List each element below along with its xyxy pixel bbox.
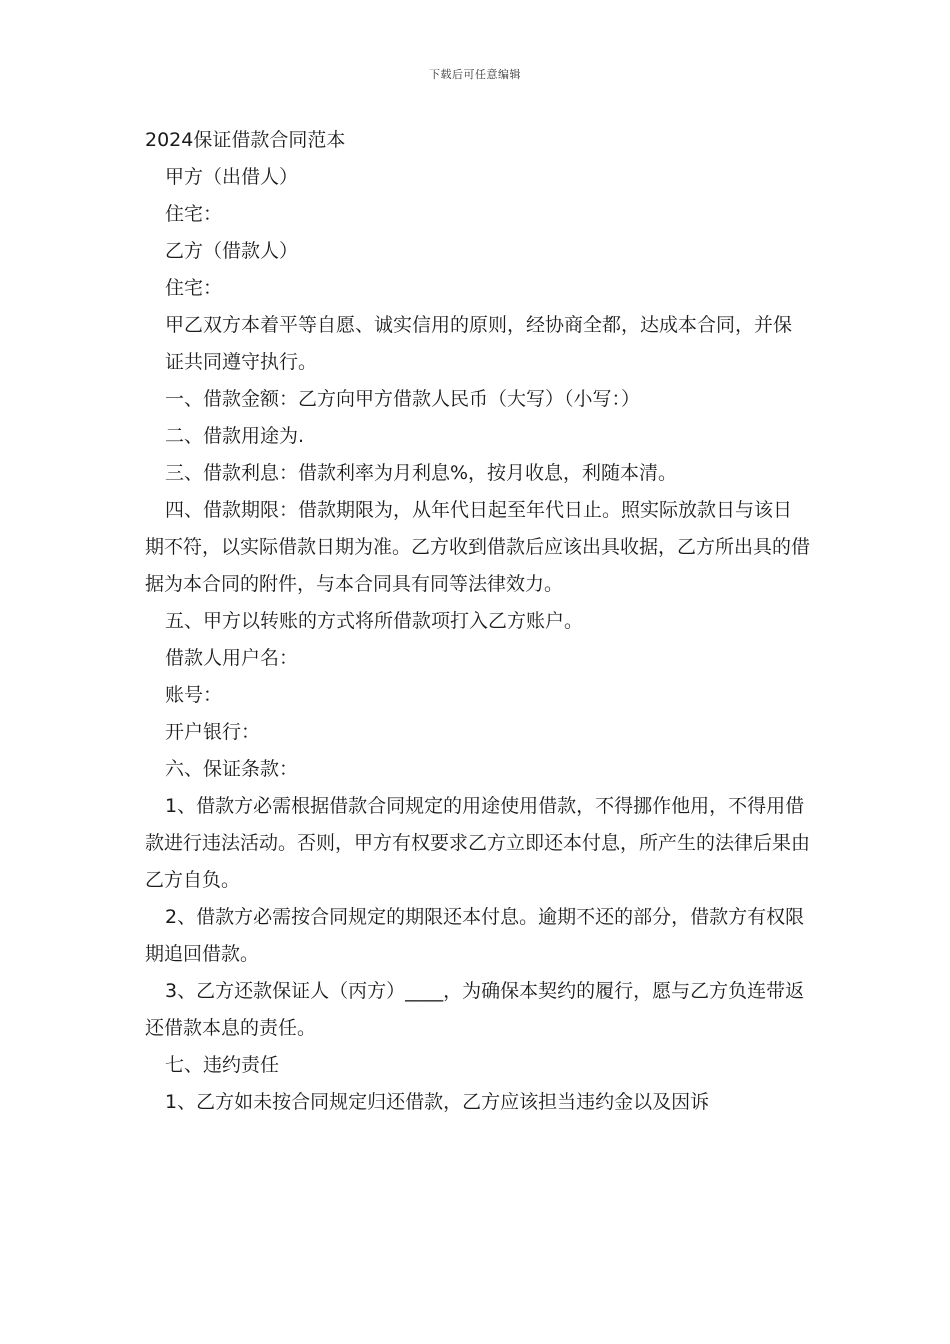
preamble-paragraph: 甲乙双方本着平等自愿、诚实信用的原则，经协商全都，达成本合同，并保 xyxy=(165,314,793,336)
clause-1-amount: 一、借款金额：乙方向甲方借款人民币（大写）（小写：） xyxy=(165,388,641,410)
page-header: 下载后可任意编辑 xyxy=(429,68,521,81)
guarantee-item-1: 1、借款方必需根据借款合同规定的用途使用借款，不得挪作他用，不得用借款进行违法活动。否则，甲方有权要求乙方立即还本付息，所产生的法律后果由乙方自负。 xyxy=(145,795,811,891)
preamble-continuation: 证共同遵守执行。 xyxy=(165,351,318,373)
borrower-account-name: 借款人用户名： xyxy=(165,647,299,669)
breach-item-1: 1、乙方如未按合同规定归还借款，乙方应该担当违约金以及因诉 xyxy=(165,1091,710,1113)
party-a-address: 住宅： xyxy=(165,203,223,225)
document-title: 2024保证借款合同范本 xyxy=(145,129,346,151)
party-b-address: 住宅： xyxy=(165,277,223,299)
clause-6-guarantee-heading: 六、保证条款： xyxy=(165,758,299,780)
document-body xyxy=(145,122,810,1121)
bank-name: 开户银行： xyxy=(165,721,261,743)
clause-3-interest: 三、借款利息：借款利率为月利息%，按月收息，利随本清。 xyxy=(165,462,678,484)
guarantee-item-3: 3、乙方还款保证人（丙方）____，为确保本契约的履行，愿与乙方负连带返还借款本息的责任。 xyxy=(145,980,805,1039)
guarantee-item-2: 2、借款方必需按合同规定的期限还本付息。逾期不还的部分，借款方有权限期追回借款。 xyxy=(145,906,805,965)
clause-2-purpose: 二、借款用途为. xyxy=(165,425,305,447)
party-a-label: 甲方（出借人） xyxy=(165,166,299,188)
clause-7-breach-heading: 七、违约责任 xyxy=(165,1054,280,1076)
clause-4-term: 四、借款期限：借款期限为，从年代日起至年代日止。照实际放款日与该日期不符，以实际借款日期为准。乙方收到借款后应该出具收据，乙方所出具的借据为本合同的附件，与本合同具有同等法律效力。 xyxy=(145,499,811,595)
account-number: 账号： xyxy=(165,684,223,706)
party-b-label: 乙方（借款人） xyxy=(165,240,299,262)
clause-5-transfer: 五、甲方以转账的方式将所借款项打入乙方账户。 xyxy=(165,610,584,632)
